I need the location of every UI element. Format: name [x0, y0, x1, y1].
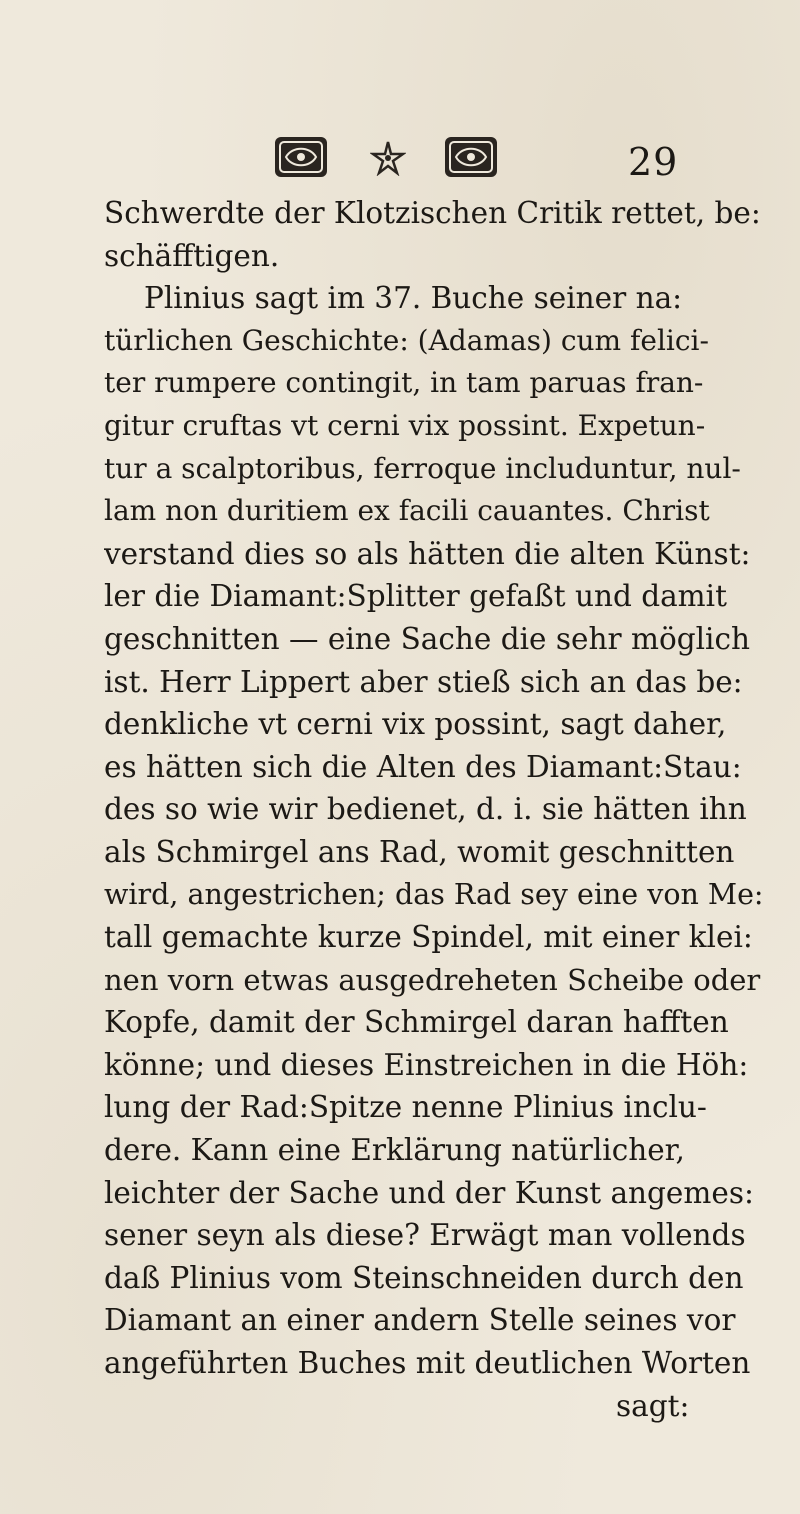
- text-line: Kopfe, damit der Schmirgel daran hafften: [104, 1005, 729, 1040]
- ornament-right-icon: [442, 134, 500, 180]
- text-line: ter rumpere contingit, in tam paruas fran-: [104, 366, 704, 400]
- text-line: wird, angestrichen; das Rad sey eine von Me:: [104, 877, 764, 911]
- text-line: als Schmirgel ans Rad, womit geschnitten: [104, 834, 735, 869]
- text-line: gitur cruftas vt cerni vix possint. Expetun-: [104, 408, 706, 442]
- text-line: verstand dies so als hätten die alten Künst:: [104, 536, 751, 571]
- text-line: geschnitten — eine Sache die sehr möglich: [104, 621, 750, 656]
- text-line: des so wie wir bedienet, d. i. sie hätten ihn: [104, 792, 747, 827]
- text-line: leichter der Sache und der Kunst angemes:: [104, 1175, 754, 1210]
- text-line: daß Plinius vom Steinschneiden durch den: [104, 1260, 744, 1295]
- text-line: ler die Diamant:Splitter gefaßt und damit: [104, 579, 727, 614]
- text-line: es hätten sich die Alten des Diamant:Stau:: [104, 749, 742, 784]
- text-line: dere. Kann eine Erklärung natürlicher,: [104, 1133, 685, 1168]
- page-number: 29: [628, 140, 679, 184]
- text-line: könne; und dieses Einstreichen in die Höh:: [104, 1047, 749, 1082]
- catchword: sagt:: [616, 1388, 690, 1423]
- text-line: Plinius sagt im 37. Buche seiner na:: [144, 281, 683, 316]
- running-header: [0, 134, 800, 190]
- text-line: Diamant an einer andern Stelle seines vor: [104, 1303, 736, 1338]
- text-line: ist. Herr Lippert aber stieß sich an das be:: [104, 664, 743, 699]
- star-ornament-icon: [370, 140, 406, 176]
- body-text: [104, 192, 768, 1427]
- text-line: lam non duritiem ex facili cauantes. Christ: [104, 494, 710, 528]
- text-line: angeführten Buches mit deutlichen Worten: [104, 1346, 751, 1381]
- text-line: lung der Rad:Spitze nenne Plinius inclu-: [104, 1090, 707, 1125]
- text-line: tall gemachte kurze Spindel, mit einer klei:: [104, 920, 753, 955]
- ornament-left-icon: [272, 134, 330, 180]
- text-line: nen vorn etwas ausgedreheten Scheibe oder: [104, 962, 761, 997]
- text-line: türlichen Geschichte: (Adamas) cum felici-: [104, 323, 709, 357]
- text-line: schäfftigen.: [104, 238, 280, 273]
- text-line: tur a scalptoribus, ferroque includuntur, nul-: [104, 451, 741, 485]
- text-line: denkliche vt cerni vix possint, sagt daher,: [104, 707, 727, 742]
- text-line: sener seyn als diese? Erwägt man vollends: [104, 1218, 746, 1253]
- text-line: Schwerdte der Klotzischen Critik rettet, be:: [104, 196, 761, 230]
